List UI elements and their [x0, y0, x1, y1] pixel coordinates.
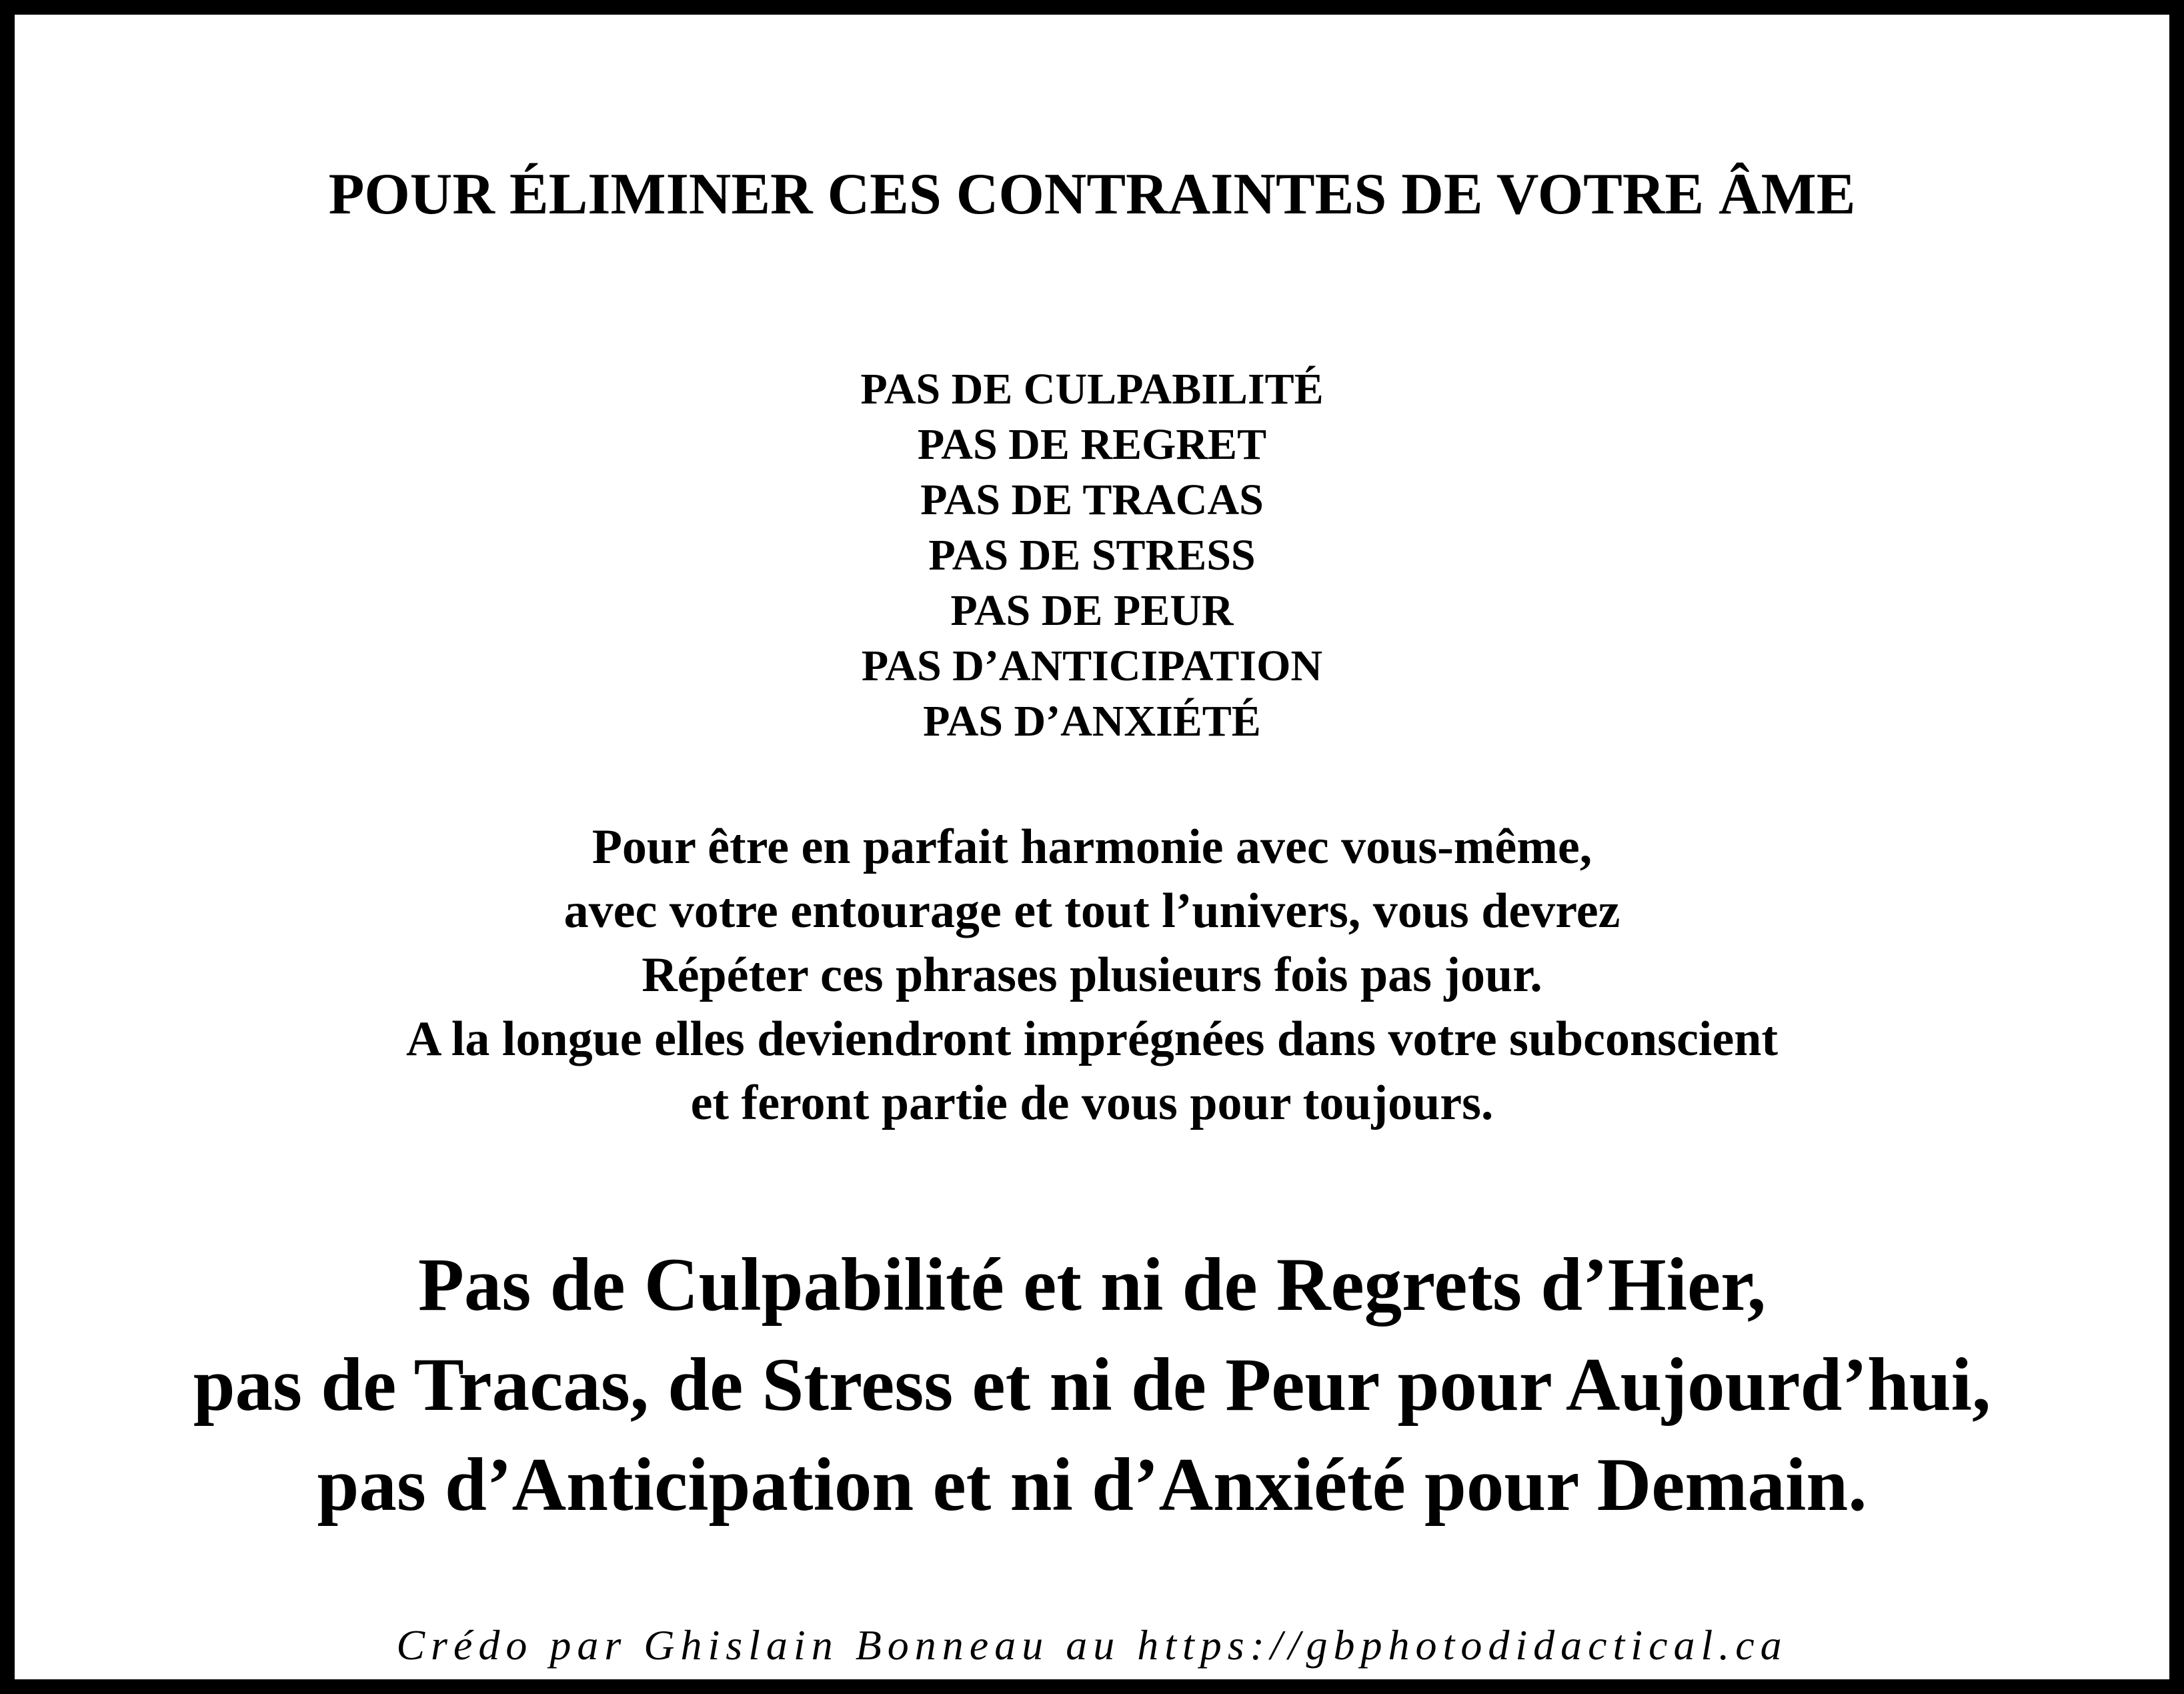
affirmation-list: [29, 361, 2155, 749]
affirmation-item: PAS D’ANTICIPATION: [861, 642, 1323, 690]
paragraph-line: Répéter ces phrases plusieurs fois pas jour.: [642, 948, 1542, 1002]
page-title: POUR ÉLIMINER CES CONTRAINTES DE VOTRE ÂME: [328, 162, 1856, 227]
affirmation-item: PAS DE CULPABILITÉ: [860, 365, 1324, 413]
affirmation-item: PAS DE TRACAS: [920, 476, 1264, 524]
credo-line: pas de Tracas, de Stress et ni de Peur pour Aujourd’hui,: [193, 1343, 1991, 1427]
credo-line: Pas de Culpabilité et ni de Regrets d’Hier,: [417, 1243, 1767, 1327]
paragraph-line: et feront partie de vous pour toujours.: [690, 1076, 1494, 1130]
credo-line: pas d’Anticipation et ni d’Anxiété pour Demain.: [317, 1443, 1867, 1527]
paragraph-line: Pour être en parfait harmonie avec vous-même,: [592, 820, 1592, 874]
paragraph-line: A la longue elles deviendront imprégnées dans votre subconscient: [405, 1012, 1778, 1066]
affirmation-item: PAS DE STRESS: [928, 531, 1256, 580]
instruction-paragraph: [29, 815, 2155, 1135]
affirmation-item: PAS DE PEUR: [950, 586, 1234, 635]
affirmation-item: PAS DE REGRET: [917, 420, 1267, 469]
footer-credit: Crédo par Ghislain Bonneau au https://gbphotodidactical.ca: [396, 1621, 1788, 1669]
credo-statement: [29, 1235, 2155, 1535]
affirmation-item: PAS D’ANXIÉTÉ: [923, 697, 1261, 746]
paragraph-line: avec votre entourage et tout l’univers, vous devrez: [564, 884, 1620, 938]
